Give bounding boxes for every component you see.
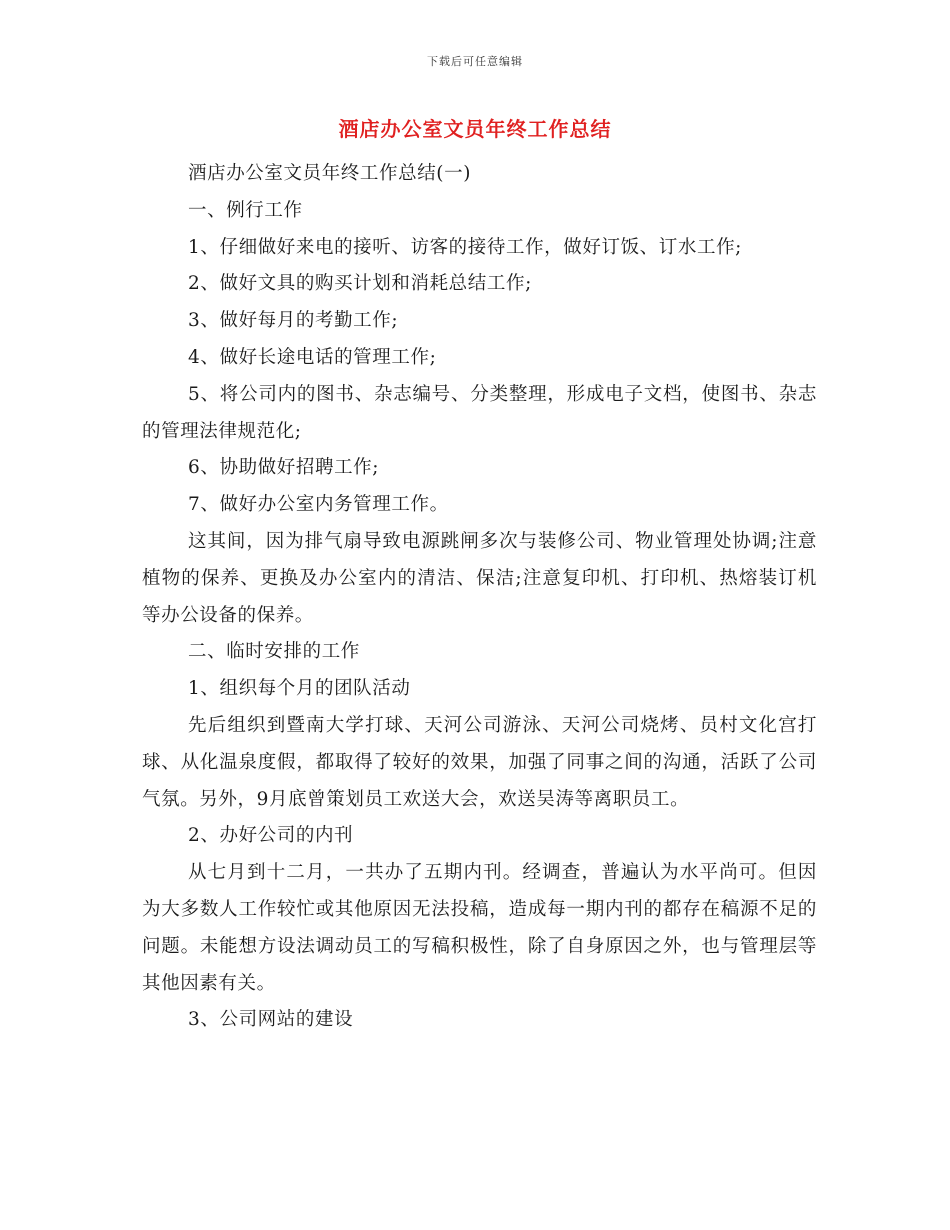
body-paragraph: 从七月到十二月，一共办了五期内刊。经调查，普遍认为水平尚可。但因为大多数人工作较忙或其他原因无法投稿，造成每一期内刊的都存在稿源不足的问题。未能想方设法调动员工的写稿积极性，除了自身原因之外，也与管理层等其他因素有关。 xyxy=(142,862,817,994)
section-heading: 二、临时安排的工作 xyxy=(188,641,360,663)
paragraph-subtitle: 酒店办公室文员年终工作总结(一) xyxy=(188,163,472,184)
list-item: 5、将公司内的图书、杂志编号、分类整理，形成电子文档，使图书、杂志的管理法律规范化; xyxy=(142,383,817,442)
list-item: 1、仔细做好来电的接听、访客的接待工作，做好订饭、订水工作; xyxy=(188,236,743,258)
document-title: 酒店办公室文员年终工作总结 xyxy=(338,117,612,141)
subsection-heading: 1、组织每个月的团队活动 xyxy=(188,678,411,700)
list-item: 7、做好办公室内务管理工作。 xyxy=(188,494,449,516)
body-paragraph: 先后组织到暨南大学打球、天河公司游泳、天河公司烧烤、员村文化宫打球、从化温泉度假，都取得了较好的效果，加强了同事之间的沟通，活跃了公司气氛。另外，9月底曾策划员工欢送大会，欢送吴涛等离职员工。 xyxy=(142,714,817,810)
list-item: 4、做好长途电话的管理工作; xyxy=(188,346,437,368)
subsection-heading: 2、办好公司的内刊 xyxy=(188,825,354,847)
header-note: 下载后可任意编辑 xyxy=(427,55,523,68)
list-item: 2、做好文具的购买计划和消耗总结工作; xyxy=(188,273,532,295)
list-item: 6、协助做好招聘工作; xyxy=(188,457,380,479)
document-body xyxy=(142,156,817,1039)
subsection-heading: 3、公司网站的建设 xyxy=(188,1009,354,1031)
body-paragraph: 这其间，因为排气扇导致电源跳闸多次与装修公司、物业管理处协调;注意植物的保养、更换及办公室内的清洁、保洁;注意复印机、打印机、热熔装订机等办公设备的保养。 xyxy=(142,530,817,626)
list-item: 3、做好每月的考勤工作; xyxy=(188,310,399,332)
section-heading: 一、例行工作 xyxy=(188,199,303,221)
